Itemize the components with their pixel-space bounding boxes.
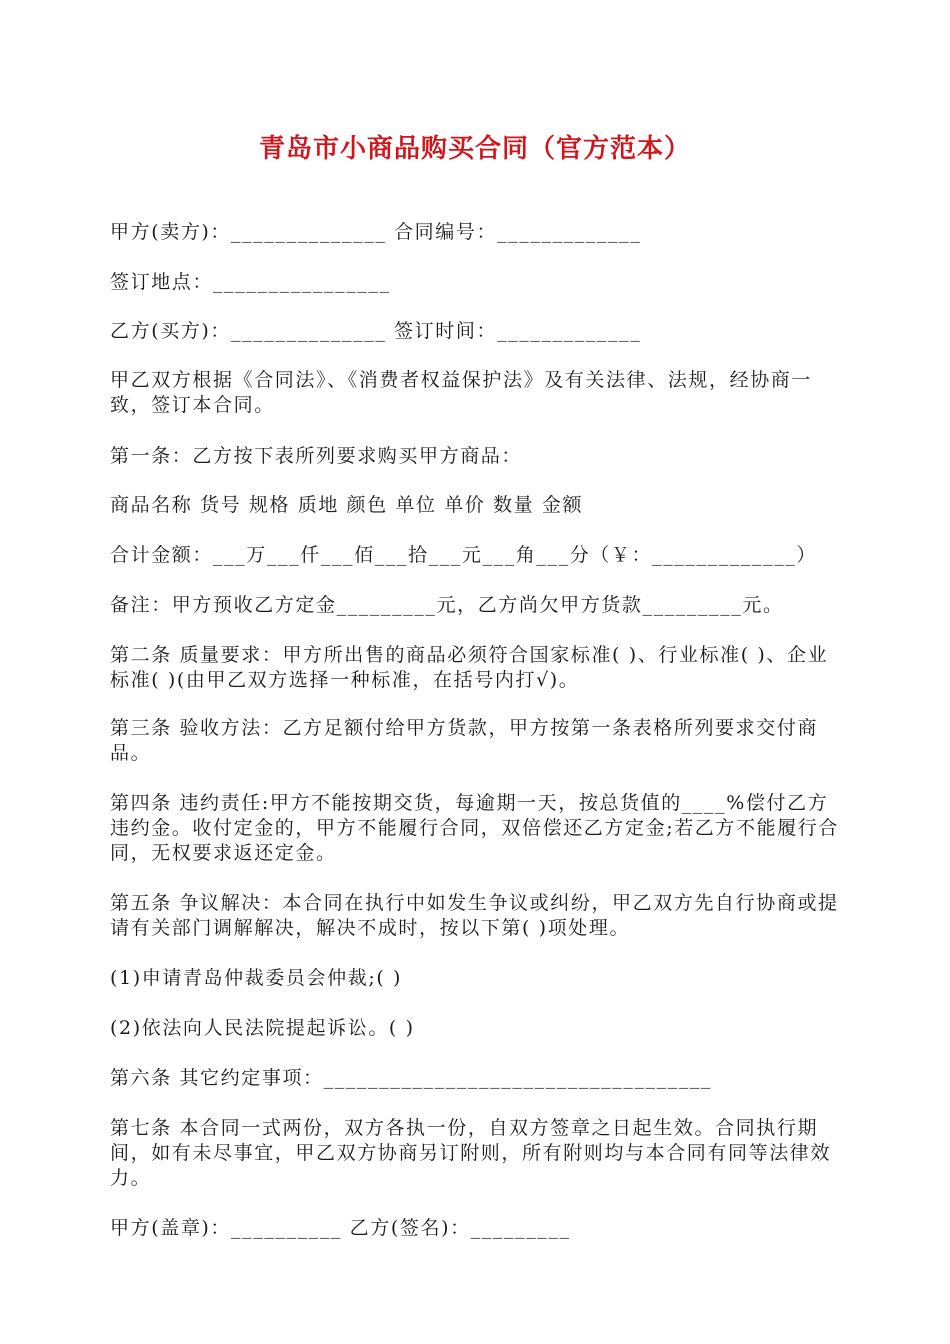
article-1: 第一条：乙方按下表所列要求购买甲方商品： xyxy=(110,445,523,467)
preamble-paragraph: 甲乙双方根据《合同法》、《消费者权益保护法》及有关法律、法规，经协商一致，签订本合同。 xyxy=(110,369,813,416)
sign-place-line: 签订地点：________________ xyxy=(110,271,391,293)
article-2: 第二条 质量要求：甲方所出售的商品必须符合国家标准( )、行业标准( )、企业标准( )(由甲乙双方选择一种标准，在括号内打√)。 xyxy=(110,644,829,691)
option-1-arbitration: (1)申请青岛仲裁委员会仲裁;( ) xyxy=(110,967,402,989)
deposit-note-line: 备注：甲方预收乙方定金_________元，乙方尚欠甲方货款_________元。 xyxy=(110,594,784,616)
option-2-litigation: (2)依法向人民法院提起诉讼。( ) xyxy=(110,1017,415,1039)
party-b-sign-time-line: 乙方(买方)：______________ 签订时间：_____________ xyxy=(110,320,642,342)
article-5: 第五条 争议解决：本合同在执行中如发生争议或纠纷，甲乙双方先自行协商或提请有关部门调解解决，解决不成时，按以下第( )项处理。 xyxy=(110,892,839,939)
article-3: 第三条 验收方法：乙方足额付给甲方货款，甲方按第一条表格所列要求交付商品。 xyxy=(110,717,819,764)
document-title: 青岛市小商品购买合同（官方范本） xyxy=(258,134,691,164)
signatures-line: 甲方(盖章)：__________ 乙方(签名)：_________ xyxy=(110,1217,571,1239)
party-a-contract-no-line: 甲方(卖方)：______________ 合同编号：_____________ xyxy=(110,221,642,243)
article-7: 第七条 本合同一式两份，双方各执一份，自双方签章之日起生效。合同执行期间，如有未尽事宜，甲乙双方协商另订附则，所有附则均与本合同有同等法律效力。 xyxy=(110,1117,832,1189)
article-6: 第六条 其它约定事项：___________________________________ xyxy=(110,1067,713,1089)
table-headers-line: 商品名称 货号 规格 质地 颜色 单位 单价 数量 金额 xyxy=(110,494,584,516)
article-4: 第四条 违约责任:甲方不能按期交货，每逾期一天，按总货值的____%偿付乙方违约金。收付定金的，甲方不能履行合同，双倍偿还乙方定金;若乙方不能履行合同，无权要求返还定金。 xyxy=(110,792,840,864)
total-amount-line: 合计金额：___万___仟___佰___拾___元___角___分（￥：_____________） xyxy=(110,544,818,566)
